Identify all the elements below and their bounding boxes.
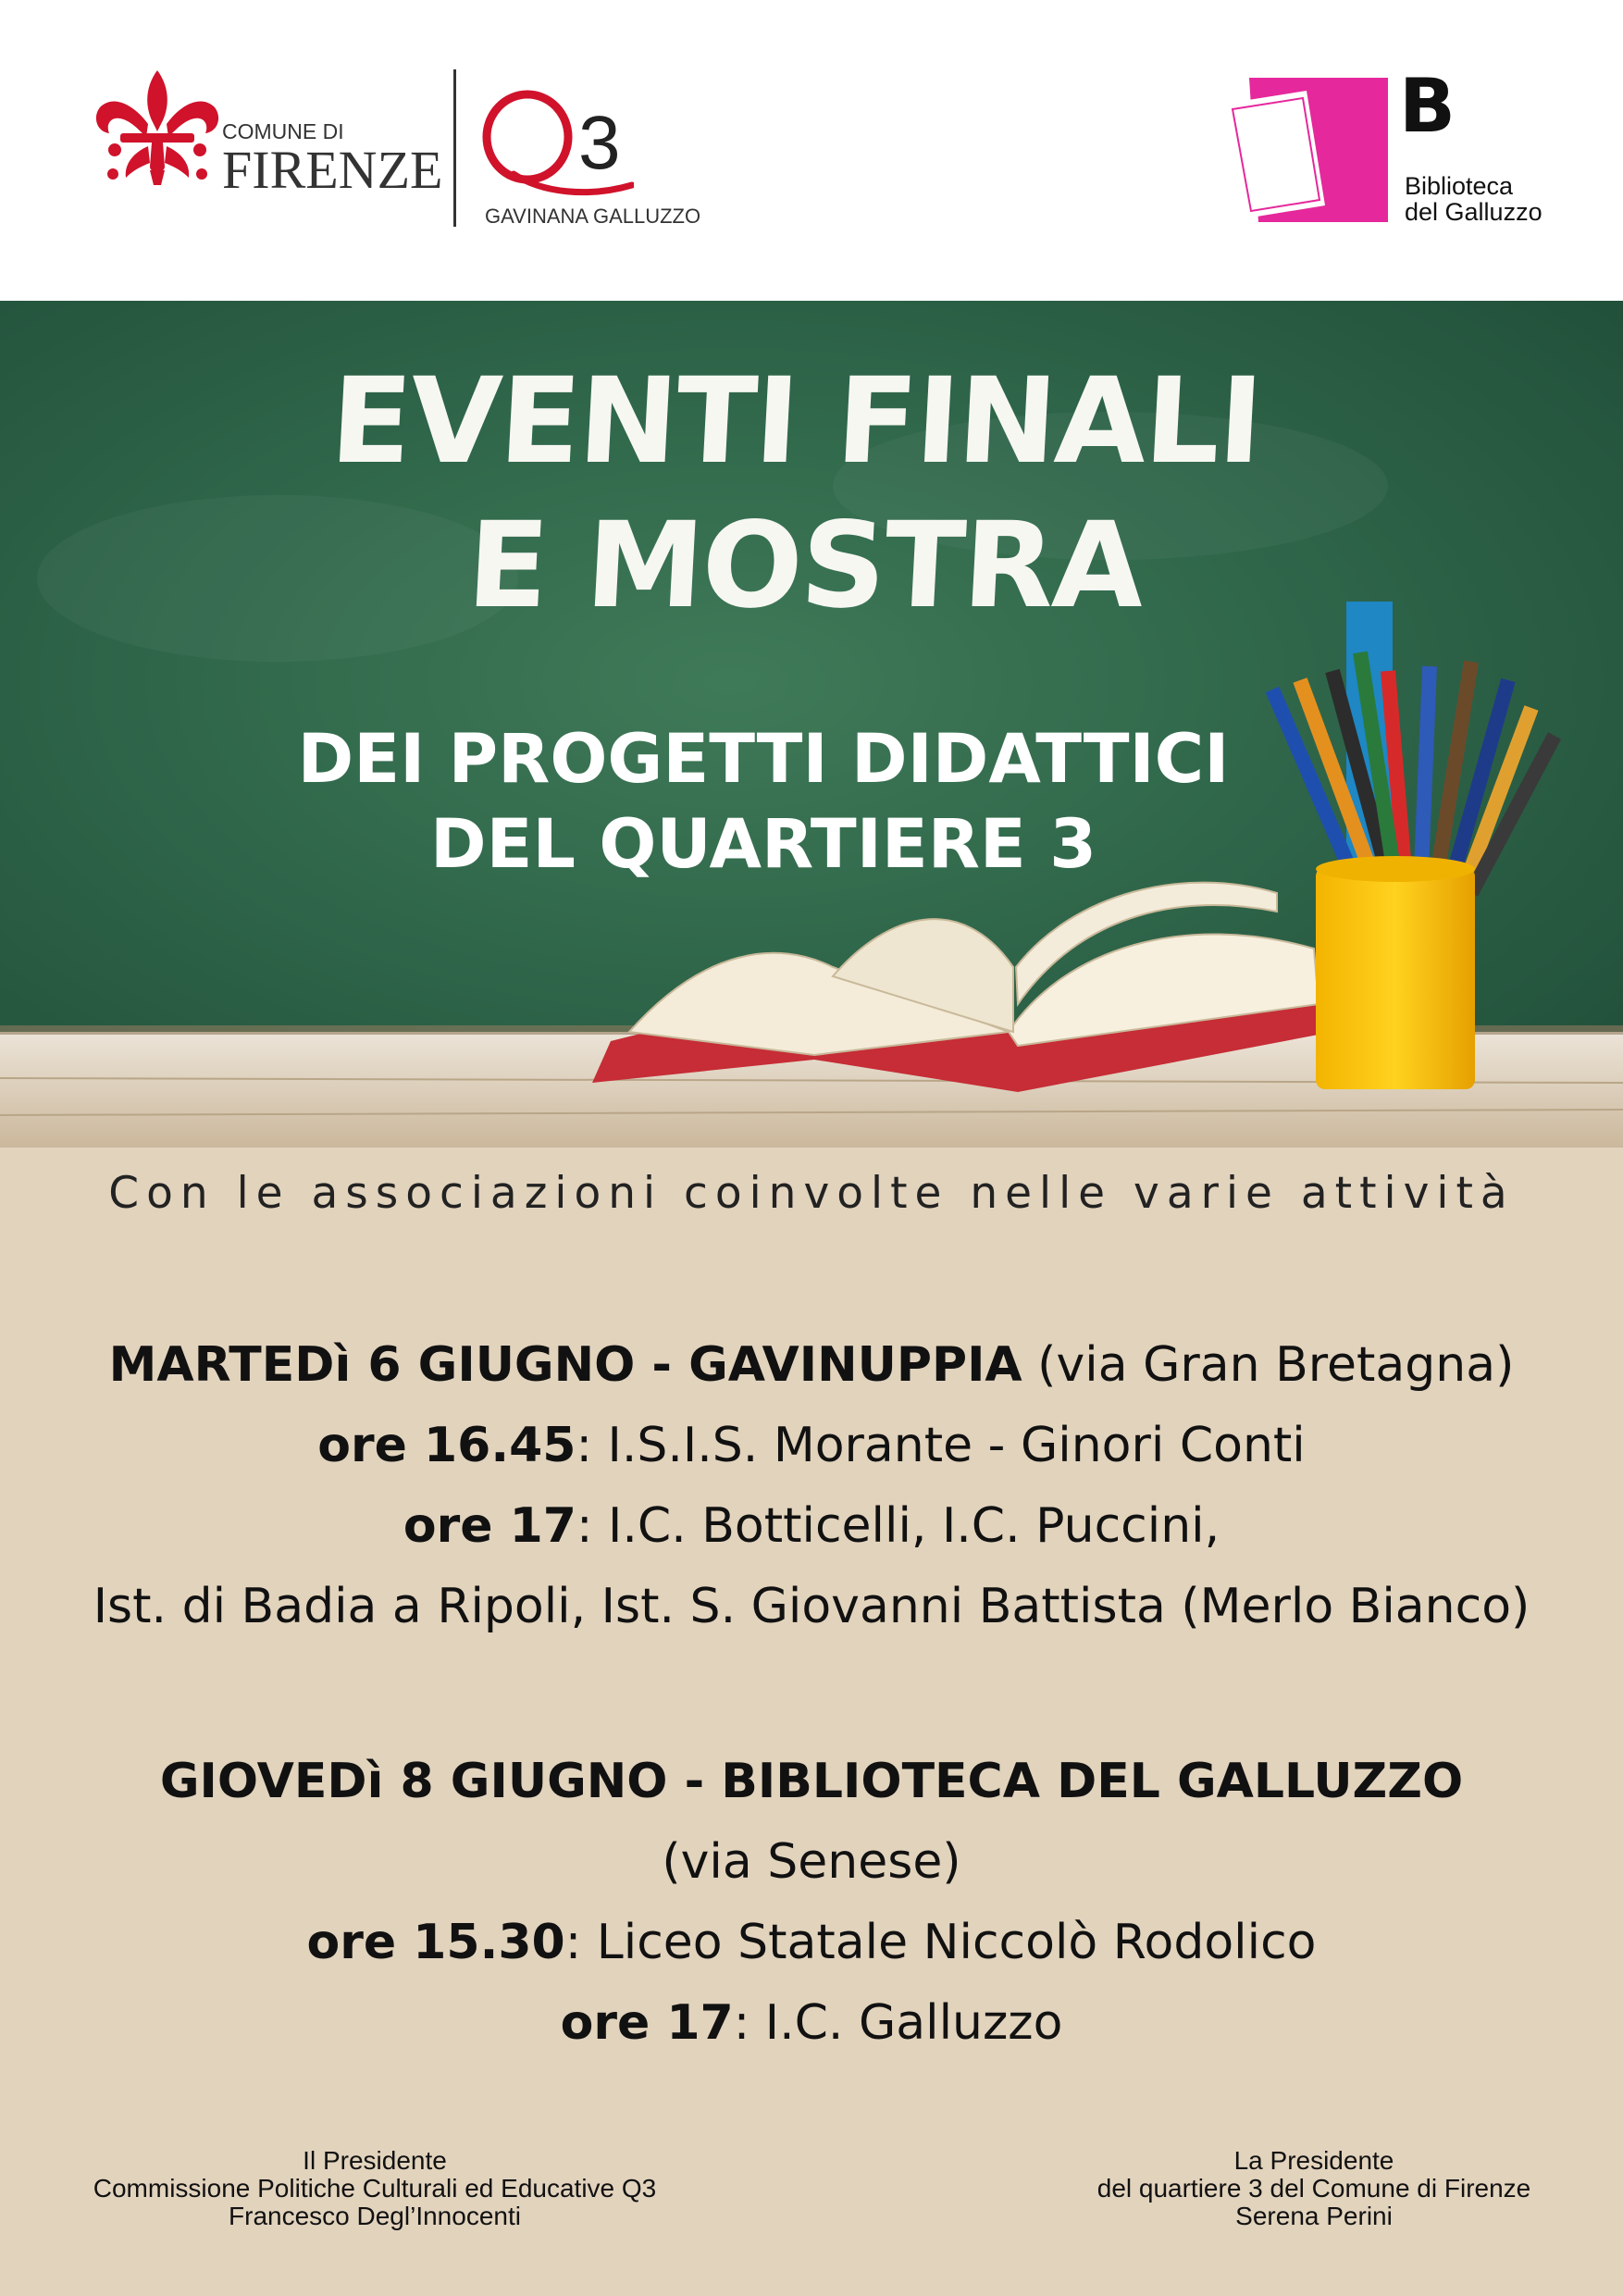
subtitle xyxy=(139,717,1388,887)
signature-right xyxy=(1036,2147,1592,2230)
event1-slot1 xyxy=(0,1418,1623,1473)
signature-right-body: del quartiere 3 del Comune di Firenze xyxy=(1096,2174,1531,2203)
signature-left-name: Francesco Degl’Innocenti xyxy=(229,2202,521,2230)
biblioteca-logo-icon xyxy=(1221,74,1393,227)
chalkboard-banner xyxy=(0,301,1623,1148)
event2-location: (via Senese) xyxy=(662,1834,961,1890)
event2-slot1 xyxy=(0,1915,1623,1970)
event2-heading-bold: GIOVEDì 8 GIUGNO - BIBLIOTECA DEL GALLUZZO xyxy=(159,1754,1464,1809)
subtitle-line-2: DEL QUARTIERE 3 xyxy=(429,805,1097,884)
event1-slot1-time: ore 16.45 xyxy=(317,1418,576,1473)
event2-slot1-time: ore 15.30 xyxy=(306,1915,565,1970)
biblioteca-label-line2: del Galluzzo xyxy=(1405,198,1542,226)
event1-slot2-continued: Ist. di Badia a Ripoli, Ist. S. Giovanni Battista (Merlo Bianco) xyxy=(93,1579,1530,1634)
signature-right-name: Serena Perini xyxy=(1235,2202,1393,2230)
event1-heading-bold: MARTEDì 6 GIUGNO - GAVINUPPIA xyxy=(108,1337,1022,1393)
subtitle-line-1: DEI PROGETTI DIDATTICI xyxy=(297,720,1230,799)
title-line-2: E MOSTRA xyxy=(464,497,1146,635)
event2-slot2 xyxy=(0,1995,1623,2051)
q3-number: 3 xyxy=(578,101,621,185)
event2-slot2-time: ore 17 xyxy=(560,1995,734,2051)
logo-divider xyxy=(453,69,456,227)
gavinana-galluzzo-label: GAVINANA GALLUZZO xyxy=(485,205,701,228)
signature-left xyxy=(56,2147,694,2230)
comune-di-firenze-wordmark xyxy=(222,119,443,200)
event1-slot1-text: : I.S.I.S. Morante - Ginori Conti xyxy=(576,1418,1306,1473)
title-line-1: EVENTI FINALI xyxy=(327,353,1265,490)
biblioteca-b-letter: B xyxy=(1399,63,1456,149)
event1-heading xyxy=(0,1337,1623,1393)
header xyxy=(0,0,1623,301)
comune-di-label: COMUNE DI xyxy=(222,119,344,143)
event2-slot2-text: : I.C. Galluzzo xyxy=(733,1995,1063,2051)
signature-left-body: Commissione Politiche Culturali ed Educative Q3 xyxy=(93,2174,657,2203)
signature-left-role: Il Presidente xyxy=(303,2146,447,2175)
intro-text: Con le associazioni coinvolte nelle varie attività xyxy=(108,1168,1515,1219)
firenze-label: FIRENZE xyxy=(222,140,443,200)
biblioteca-label-line1: Biblioteca xyxy=(1405,172,1514,200)
q3-logo xyxy=(477,83,634,208)
event-info-panel xyxy=(0,1148,1623,2296)
florence-lily-logo-icon xyxy=(93,67,222,187)
event1-slot2 xyxy=(0,1498,1623,1554)
event1-heading-location: (via Gran Bretagna) xyxy=(1022,1337,1515,1393)
event2-slot1-text: : Liceo Statale Niccolò Rodolico xyxy=(564,1915,1317,1970)
biblioteca-label xyxy=(1405,173,1542,225)
event1-slot2-time: ore 17 xyxy=(403,1498,576,1554)
signature-right-role: La Presidente xyxy=(1233,2146,1394,2175)
event2-heading xyxy=(0,1754,1623,1809)
event1-slot2-text: : I.C. Botticelli, I.C. Puccini, xyxy=(576,1498,1220,1554)
